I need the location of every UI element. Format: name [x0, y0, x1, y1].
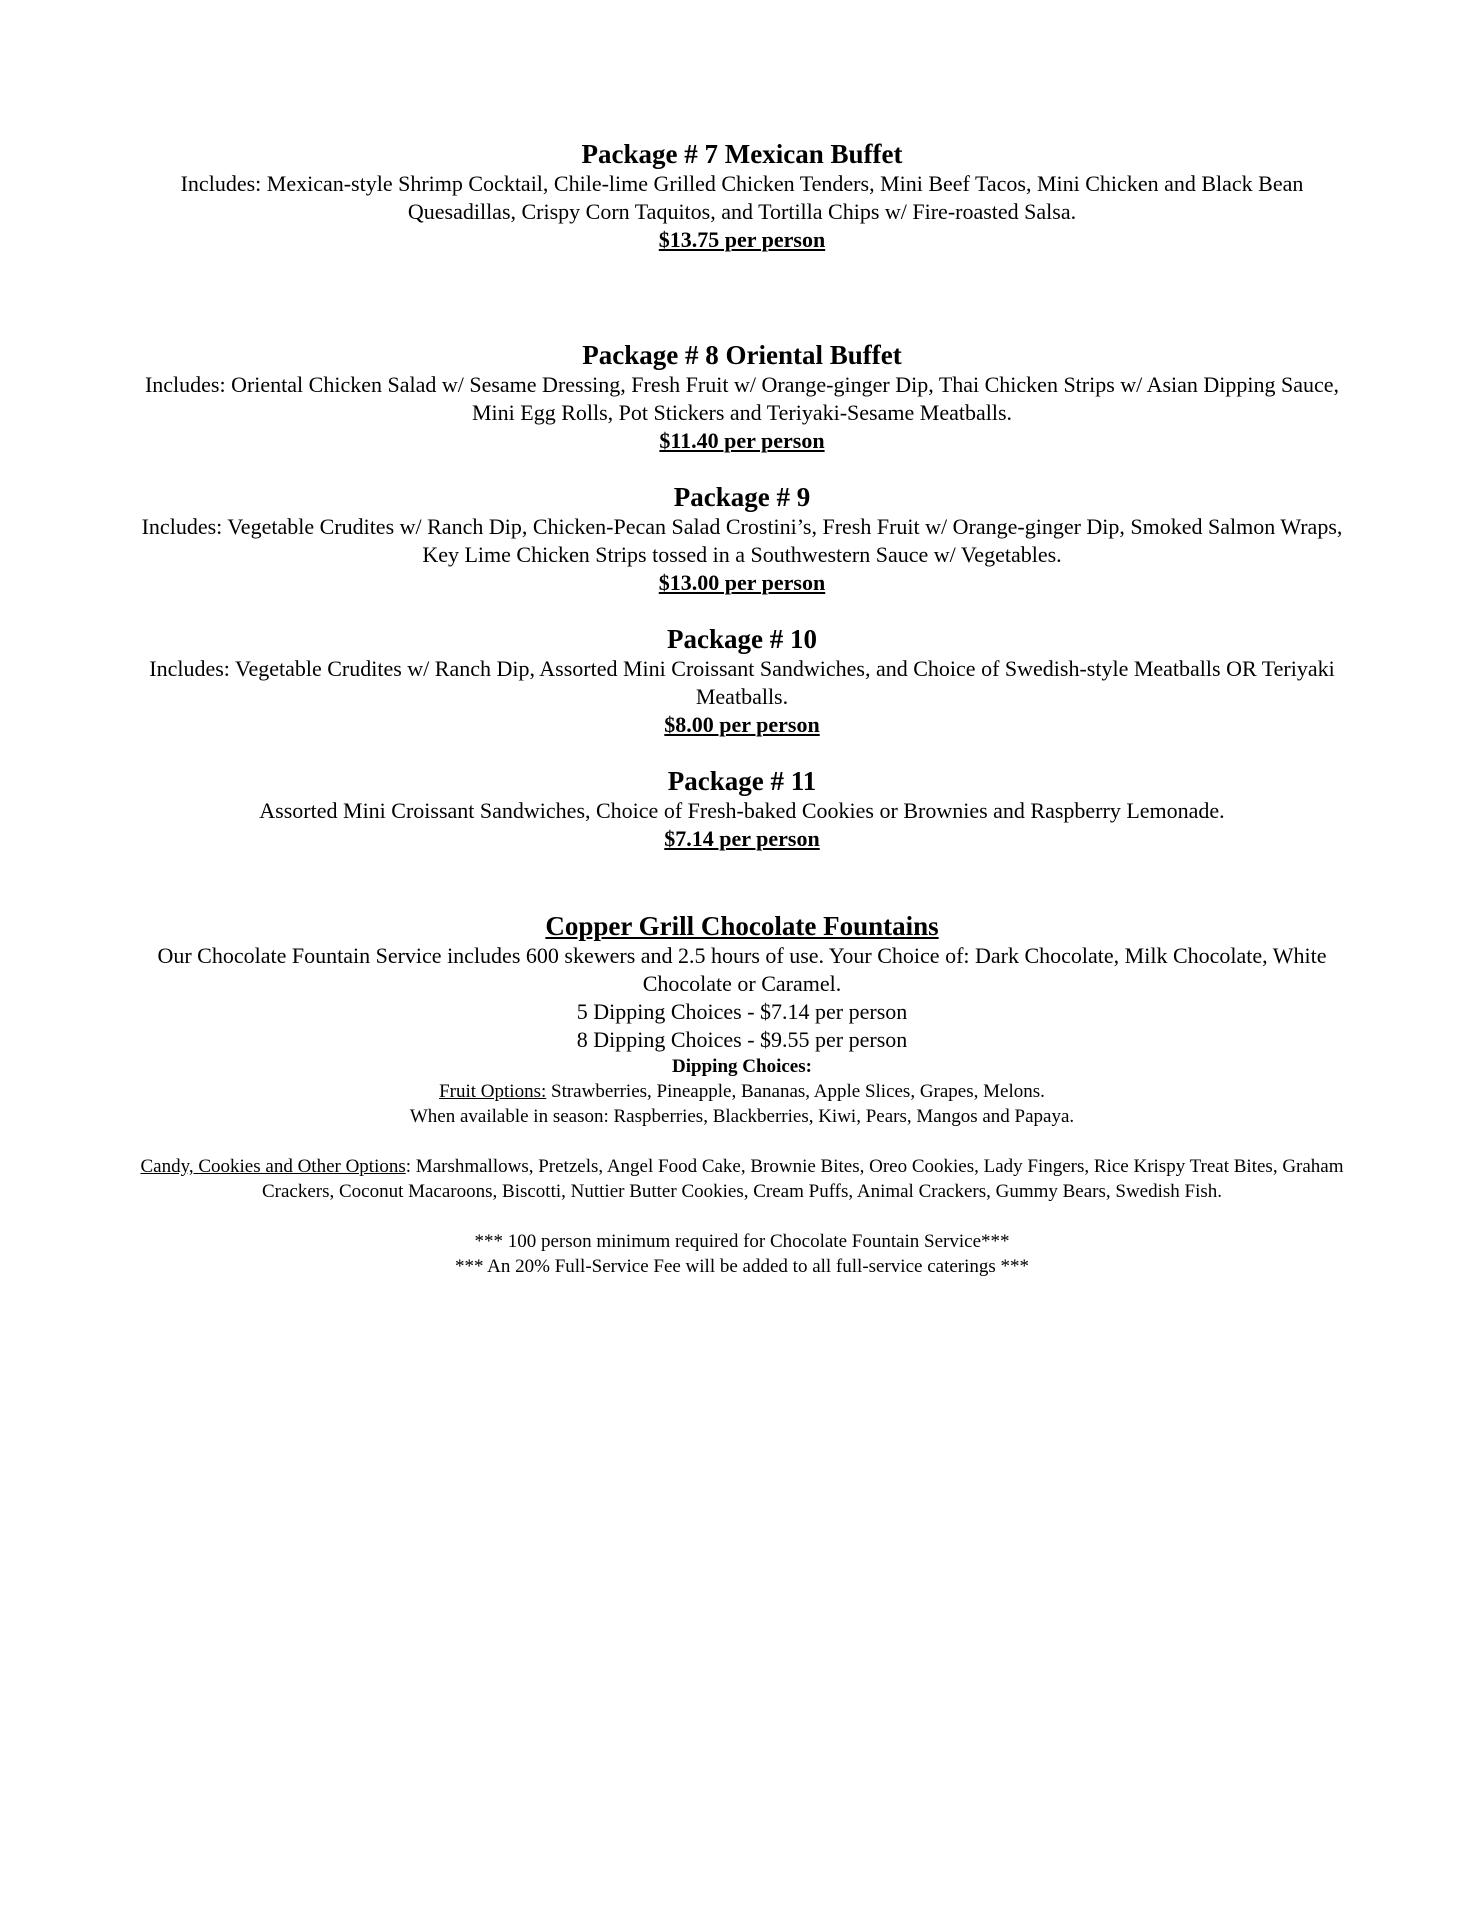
spacer [140, 254, 1344, 339]
package-title: Package # 10 [667, 624, 817, 654]
menu-page [140, 138, 1344, 1279]
spacer [140, 853, 1344, 910]
spacer [140, 1204, 1344, 1229]
candy-options [140, 1154, 1344, 1204]
package-title: Package # 7 Mexican Buffet [581, 139, 903, 169]
package-price: $13.00 per person [658, 570, 826, 595]
fruit-seasonal: When available in season: Raspberries, Blackberries, Kiwi, Pears, Mangos and Papaya. [409, 1106, 1075, 1127]
package-description: Includes: Mexican-style Shrimp Cocktail, Chile-lime Grilled Chicken Tenders, Mini Beef Tacos, Mini Chicken and Black Bean Quesadillas, Crispy Corn Taquitos, and Tortilla Chips w/ Fire-roasted Salsa. [180, 171, 1304, 224]
package-description: Includes: Vegetable Crudites w/ Ranch Dip, Chicken-Pecan Salad Crostini’s, Fresh Fruit w/ Orange-ginger Dip, Smoked Salmon Wraps, Key Lime Chicken Strips tossed in a Southwestern Sauce w/ Vegetables. [141, 514, 1343, 567]
package-price: $7.14 per person [664, 826, 820, 851]
package-price: $8.00 per person [664, 712, 820, 737]
package-title: Package # 8 Oriental Buffet [582, 340, 902, 370]
candy-options-items: : Marshmallows, Pretzels, Angel Food Cake, Brownie Bites, Oreo Cookies, Lady Fingers, Rice Krispy Treat Bites, Graham Crackers, Coconut Macaroons, Biscotti, Nuttier Butter Cookies, Cream Puffs, Animal Crackers, Gummy Bears, Swedish Fish. [261, 1156, 1344, 1202]
package-price: $13.75 per person [658, 227, 826, 252]
spacer [140, 1129, 1344, 1154]
minimum-note: *** 100 person minimum required for Chocolate Fountain Service*** [474, 1231, 1010, 1252]
package-description: Includes: Oriental Chicken Salad w/ Sesame Dressing, Fresh Fruit w/ Orange-ginger Dip, Thai Chicken Strips w/ Asian Dipping Sauce, Mini Egg Rolls, Pot Stickers and Teriyaki-Sesame Meatballs. [144, 372, 1340, 425]
package-price: $11.40 per person [659, 428, 825, 453]
package-description: Assorted Mini Croissant Sandwiches, Choice of Fresh-baked Cookies or Brownies and Raspberry Lemonade. [259, 798, 1225, 823]
spacer [140, 739, 1344, 765]
dipping-choices-heading: Dipping Choices: [672, 1056, 812, 1077]
fountain-title: Copper Grill Chocolate Fountains [545, 911, 939, 941]
package-description: Includes: Vegetable Crudites w/ Ranch Dip, Assorted Mini Croissant Sandwiches, and Choice of Swedish-style Meatballs OR Teriyaki Meatballs. [149, 656, 1335, 709]
fruit-options-items: Strawberries, Pineapple, Bananas, Apple Slices, Grapes, Melons. [546, 1081, 1045, 1102]
spacer [140, 455, 1344, 481]
chocolate-fountain-section [140, 910, 1344, 1279]
package-9 [140, 481, 1344, 597]
package-11 [140, 765, 1344, 853]
fruit-options [140, 1079, 1344, 1104]
package-title: Package # 9 [673, 482, 811, 512]
spacer [140, 597, 1344, 623]
fruit-options-label: Fruit Options: [439, 1081, 547, 1102]
fountain-description: Our Chocolate Fountain Service includes 600 skewers and 2.5 hours of use. Your Choice of: Dark Chocolate, Milk Chocolate, White Chocolate or Caramel. [157, 943, 1327, 996]
package-8 [140, 339, 1344, 455]
fountain-price-5: 5 Dipping Choices - $7.14 per person [576, 999, 908, 1024]
package-10 [140, 623, 1344, 739]
candy-options-label: Candy, Cookies and Other Options [140, 1156, 406, 1177]
package-title: Package # 11 [667, 766, 817, 796]
package-7 [140, 138, 1344, 254]
fountain-price-8: 8 Dipping Choices - $9.55 per person [576, 1027, 908, 1052]
service-fee-note: *** An 20% Full-Service Fee will be added to all full-service caterings *** [454, 1256, 1030, 1277]
